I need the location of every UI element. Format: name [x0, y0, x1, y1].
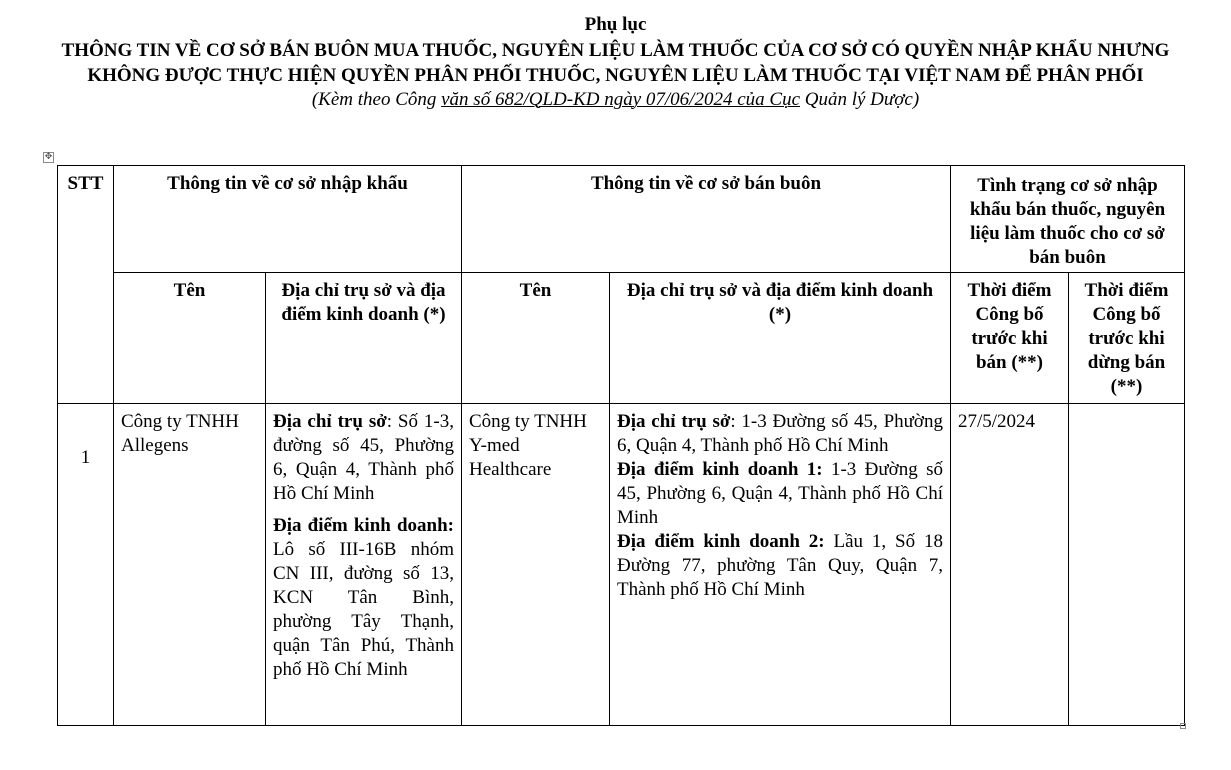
importer-biz-value: Lô số III-16B nhóm CN III, đường số 13, KCN Tân Bình, phường Tây Thạnh, quận Tân Phú, Thành phố Hồ Chí Minh: [273, 539, 454, 680]
header-status: Tình trạng cơ sở nhập khẩu bán thuốc, nguyên liệu làm thuốc cho cơ sở bán buôn: [951, 166, 1185, 273]
wholesaler-biz1-value: 1-3 Đường số 45, Phường 6, Quận 4, Thành phố Hồ Chí Minh: [617, 459, 943, 528]
header-importer-address: Địa chỉ trụ sở và địa điểm kinh doanh (*): [266, 273, 462, 404]
importer-biz-block: [273, 514, 454, 682]
appendix-label: Phụ lục: [584, 14, 647, 35]
wholesaler-biz1-block: [617, 458, 943, 530]
appendix-table: [57, 165, 1185, 726]
header-importer-name: Tên: [114, 273, 266, 404]
document-subtitle: [0, 88, 1231, 112]
subtitle-agency-word: Cục: [764, 89, 800, 110]
importer-hq-block: [273, 410, 454, 506]
header-announce-before-stop: Thời điểm Công bố trước khi dừng bán (**): [1069, 273, 1185, 404]
importer-biz-label: Địa điểm kinh doanh:: [273, 515, 454, 536]
document-title: THÔNG TIN VỀ CƠ SỞ BÁN BUÔN MUA THUỐC, NGUYÊN LIỆU LÀM THUỐC CỦA CƠ SỞ CÓ QUYỀN NHẬP KHẨU NHƯNG KHÔNG ĐƯỢC THỰC HIỆN QUYỀN PHÂN PHỐI THUỐC, NGUYÊN LIỆU LÀM THUỐC TẠI VIỆT NAM ĐỂ PHÂN PHỐI: [61, 40, 1170, 86]
header-announce-before-sale: Thời điểm Công bố trước khi bán (**): [951, 273, 1069, 404]
header-wholesaler-info: Thông tin về cơ sở bán buôn: [462, 166, 951, 273]
row-wholesaler-name: Công ty TNHH Y-med Healthcare: [462, 404, 610, 726]
row-stt: 1: [58, 404, 114, 726]
wholesaler-hq-value: : 1-3 Đường số 45, Phường 6, Quận 4, Thành phố Hồ Chí Minh: [617, 411, 943, 456]
wholesaler-hq-label: Địa chỉ trụ sở: [617, 411, 731, 432]
subtitle-suffix: Quản lý Dược): [800, 89, 920, 110]
header-wholesaler-address: Địa chỉ trụ sở và địa điểm kinh doanh (*): [610, 273, 951, 404]
wholesaler-biz2-value: Lầu 1, Số 18 Đường 77, phường Tân Quy, Quận 7, Thành phố Hồ Chí Minh: [617, 531, 943, 600]
wholesaler-biz2-block: [617, 530, 943, 602]
wholesaler-hq-block: [617, 410, 943, 458]
header-stt: STT: [58, 166, 114, 404]
row-announce-before-stop: [1069, 404, 1185, 726]
table-resize-handle-icon[interactable]: [1180, 723, 1186, 729]
table-header-row-2: [58, 273, 1185, 404]
wholesaler-biz1-label: Địa điểm kinh doanh 1:: [617, 459, 823, 480]
subtitle-reference: văn số 682/QLD-KD ngày 07/06/2024 của: [441, 89, 765, 110]
subtitle-prefix: (Kèm theo Công: [311, 89, 442, 110]
document-header: [0, 12, 1231, 112]
row-announce-before-sale: 27/5/2024: [951, 404, 1069, 726]
table-move-handle-icon[interactable]: ✥: [44, 152, 53, 162]
header-wholesaler-name: Tên: [462, 273, 610, 404]
wholesaler-biz2-label: Địa điểm kinh doanh 2:: [617, 531, 825, 552]
header-importer-info: Thông tin về cơ sở nhập khẩu: [114, 166, 462, 273]
row-wholesaler-address: [610, 404, 951, 726]
row-importer-name: Công ty TNHH Allegens: [114, 404, 266, 726]
row-importer-address: [266, 404, 462, 726]
table-row: [58, 404, 1185, 726]
importer-hq-label: Địa chỉ trụ sở: [273, 411, 387, 432]
table-header-row-1: [58, 166, 1185, 273]
importer-hq-value: : Số 1-3, đường số 45, Phường 6, Quận 4, Thành phố Hồ Chí Minh: [273, 411, 454, 504]
